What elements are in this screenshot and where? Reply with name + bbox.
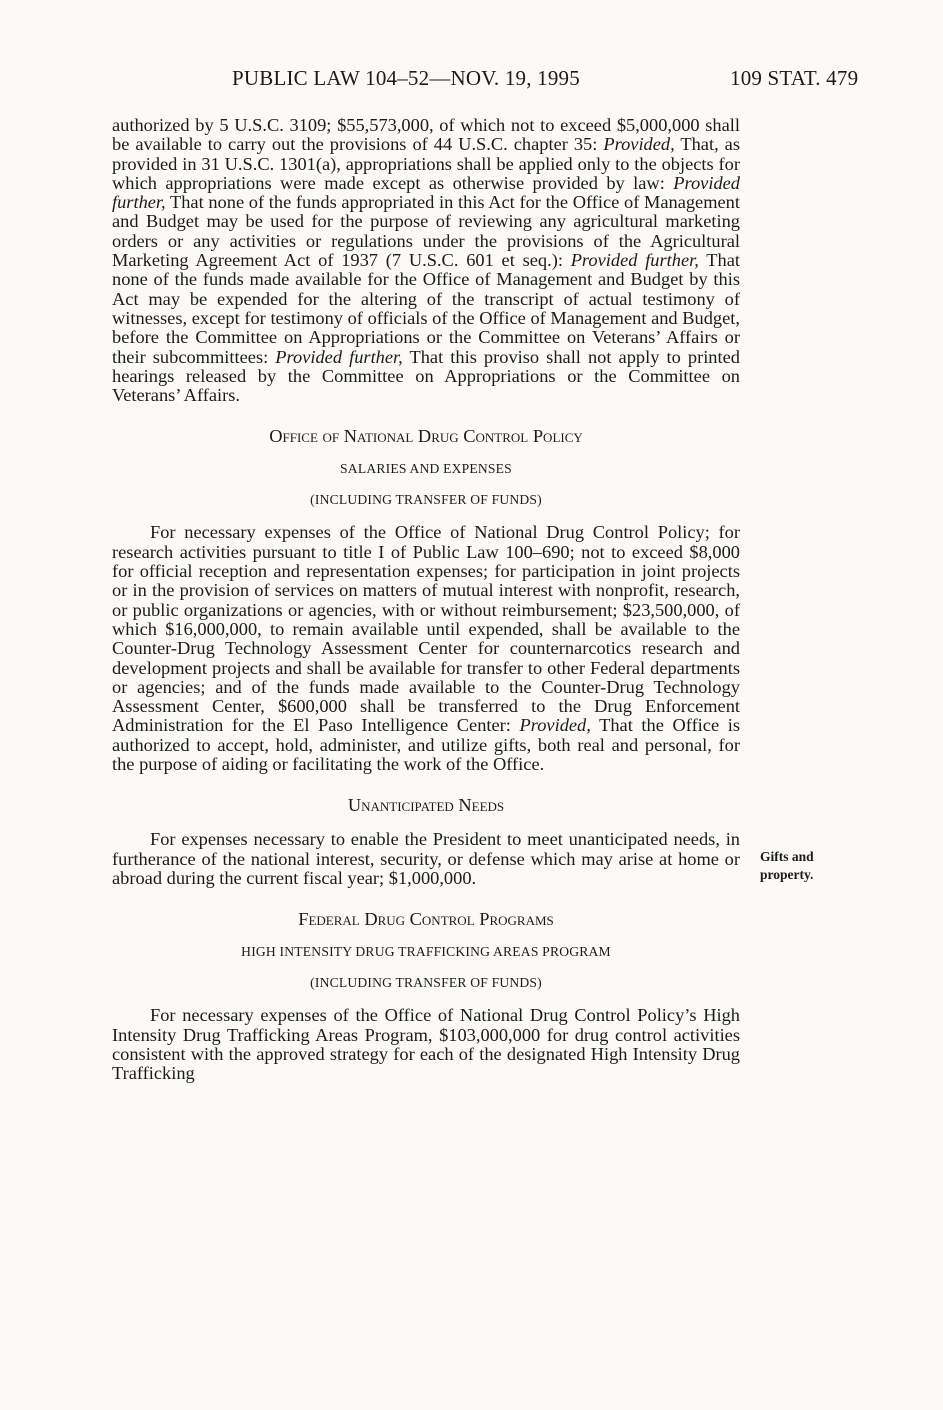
spacer: [112, 816, 740, 830]
body-paragraph: [112, 830, 740, 888]
text-run: That the Office is authorized to accept, hold, administer, and utilize gifts, both real and personal, for the purpose of aiding or facilitating the work of the Office.: [112, 715, 740, 775]
italic-text: Provided further,: [275, 346, 403, 367]
document-body: [112, 116, 740, 1083]
text-run: That, as provided in 31 U.S.C. 1301(a), appropriations shall be applied only to the objects for which appropriations were made except as otherwise provided by law:: [112, 134, 741, 193]
italic-text: Provided further,: [570, 250, 699, 271]
subheading-note: (INCLUDING TRANSFER OF FUNDS): [310, 975, 542, 991]
text-run: That none of the funds appropriated in this Act for the Office of Management and Budget may be used for the purpose of reviewing any agricultural marketing orders or any activities or regulations under the provisions of the Agricultural Marketing Agreement Act of 1937 (7 U.S.C. 601 et seq.):: [112, 192, 740, 271]
italic-text: Provided,: [603, 134, 675, 155]
text-run: For expenses necessary to enable the President to meet unanticipated needs, in furtherance of the national interest, security, or defense which may arise at home or abroad during the current fiscal year; $1,000,000.: [112, 829, 740, 888]
body-paragraph: [112, 116, 740, 405]
text-run: For necessary expenses of the Office of National Drug Control Policy’s High Intensity Drug Trafficking Areas Program, $103,000,000 for drug control activities consistent with the approved strategy for each of the designated High Intensity Drug Trafficking: [112, 1005, 740, 1084]
running-header: [0, 66, 943, 96]
text-run: That none of the funds made available for the Office of Management and Budget by this Act may be expended for the altering of the transcript of actual testimony of witnesses, except for testimony of officials of the Office of Management and Budget, before the Committee on Appropriations or the Committee on Veterans’ Affairs or their subcommittees:: [112, 250, 740, 367]
italic-text: Provided further,: [112, 172, 740, 213]
subheading-note: (INCLUDING TRANSFER OF FUNDS): [310, 492, 542, 508]
subsection-heading: HIGH INTENSITY DRUG TRAFFICKING AREAS PROGRAM: [241, 944, 611, 960]
text-run: authorized by 5 U.S.C. 3109; $55,573,000, of which not to exceed $5,000,000 shall be available to carry out the provisions of 44 U.S.C. chapter 35:: [112, 115, 740, 155]
header-page-number: 109 STAT. 479: [730, 66, 859, 90]
subsection-heading: SALARIES AND EXPENSES: [340, 461, 512, 477]
text-run: That this proviso shall not apply to printed hearings released by the Committee on Appropriations or the Committee on Veterans’ Affairs.: [112, 346, 740, 406]
section-heading: Office of National Drug Control Policy: [269, 426, 583, 447]
section-heading: Federal Drug Control Programs: [298, 909, 554, 930]
body-paragraph: [112, 523, 740, 774]
body-paragraph: [112, 1006, 740, 1083]
italic-text: Provided,: [519, 715, 591, 736]
header-citation: PUBLIC LAW 104–52—NOV. 19, 1995: [232, 66, 580, 90]
margin-note: Gifts and property.: [760, 849, 814, 882]
text-run: For necessary expenses of the Office of National Drug Control Policy; for research activities pursuant to title I of Public Law 100–690; not to exceed $8,000 for official reception and representation expenses; for participation in joint projects or in the provision of services on matters of mutual interest with nonprofit, research, or public organizations or agencies, with or without reimbursement; $23,500,000, of which $16,000,000, to remain available until expended, shall be available to the Counter-Drug Technology Assessment Center for counternarcotics research and development projects and shall be available for transfer to other Federal departments or agencies; and of the funds made available to the Counter-Drug Technology Assessment Center, $600,000 shall be transferred to the Drug Enforcement Administration for the El Paso Intelligence Center:: [112, 522, 740, 736]
section-heading: Unanticipated Needs: [347, 795, 505, 816]
